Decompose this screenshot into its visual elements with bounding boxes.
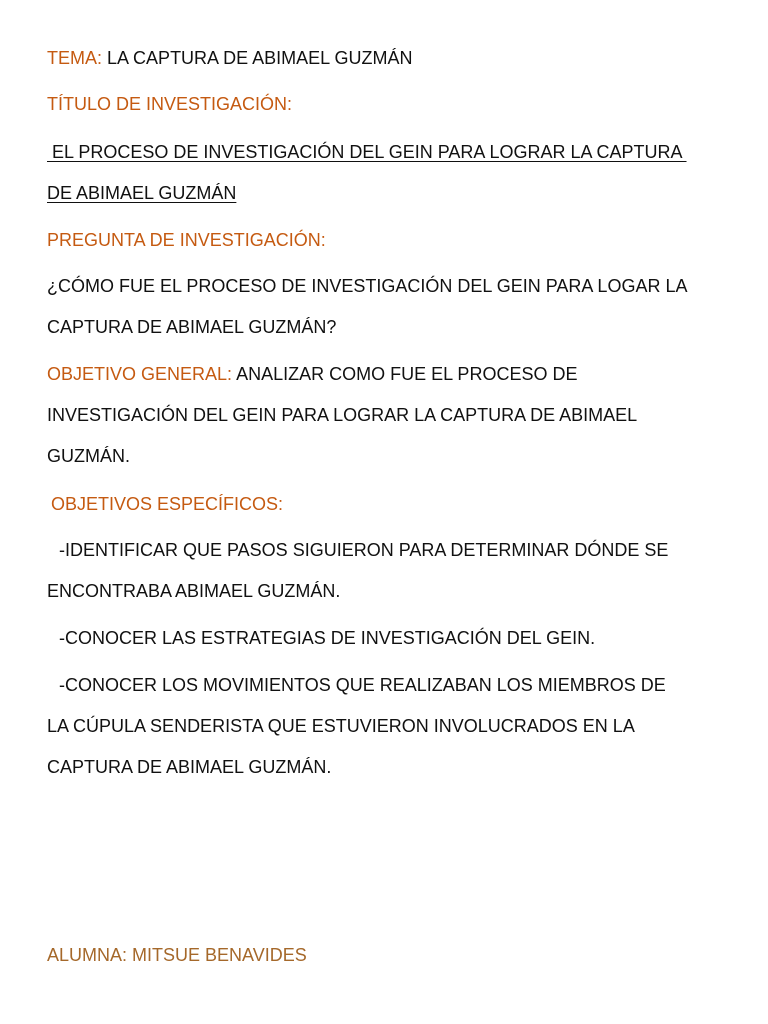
pregunta-label: PREGUNTA DE INVESTIGACIÓN: [47, 230, 326, 250]
objetivo-especifico-3-line-1: -CONOCER LOS MOVIMIENTOS QUE REALIZABAN LOS MIEMBROS DE [59, 675, 666, 695]
alumna-line: ALUMNA: MITSUE BENAVIDES [47, 945, 307, 965]
objetivo-general-text-1: ANALIZAR COMO FUE EL PROCESO DE [236, 364, 578, 384]
objetivo-especifico-1-line-1: -IDENTIFICAR QUE PASOS SIGUIERON PARA DETERMINAR DÓNDE SE [59, 540, 669, 560]
objetivos-especificos-label: OBJETIVOS ESPECÍFICOS: [51, 494, 284, 514]
titulo-label: TÍTULO DE INVESTIGACIÓN: [47, 94, 293, 114]
tema-label: TEMA: [47, 48, 103, 68]
objetivo-especifico-1-line-2: ENCONTRABA ABIMAEL GUZMÁN. [47, 581, 341, 601]
tema-line [47, 38, 737, 79]
pregunta-line-1: ¿CÓMO FUE EL PROCESO DE INVESTIGACIÓN DEL GEIN PARA LOGAR LA [47, 276, 688, 296]
tema-value: LA CAPTURA DE ABIMAEL GUZMÁN [107, 48, 413, 68]
pregunta-text [47, 266, 737, 348]
objetivo-especifico-2-line-1: -CONOCER LAS ESTRATEGIAS DE INVESTIGACIÓN DEL GEIN. [59, 628, 596, 648]
objetivo-especifico-1 [47, 530, 737, 612]
objetivo-general-line-1 [47, 354, 737, 395]
objetivo-general-label: OBJETIVO GENERAL: [47, 364, 233, 384]
pregunta-line-2: CAPTURA DE ABIMAEL GUZMÁN? [47, 317, 337, 337]
objetivo-general [47, 354, 737, 477]
objetivo-especifico-3-line-2: LA CÚPULA SENDERISTA QUE ESTUVIERON INVOLUCRADOS EN LA [47, 716, 635, 736]
objetivo-especifico-2 [47, 618, 737, 659]
objetivo-general-line-3: GUZMÁN. [47, 446, 130, 466]
titulo-line-2: DE ABIMAEL GUZMÁN [47, 183, 237, 203]
objetivo-especifico-3 [47, 665, 737, 788]
objetivo-general-line-2: INVESTIGACIÓN DEL GEIN PARA LOGRAR LA CAPTURA DE ABIMAEL [47, 405, 638, 425]
titulo-text [47, 132, 737, 214]
objetivo-especifico-3-line-3: CAPTURA DE ABIMAEL GUZMÁN. [47, 757, 332, 777]
titulo-line-1: EL PROCESO DE INVESTIGACIÓN DEL GEIN PARA LOGRAR LA CAPTURA [47, 142, 687, 162]
